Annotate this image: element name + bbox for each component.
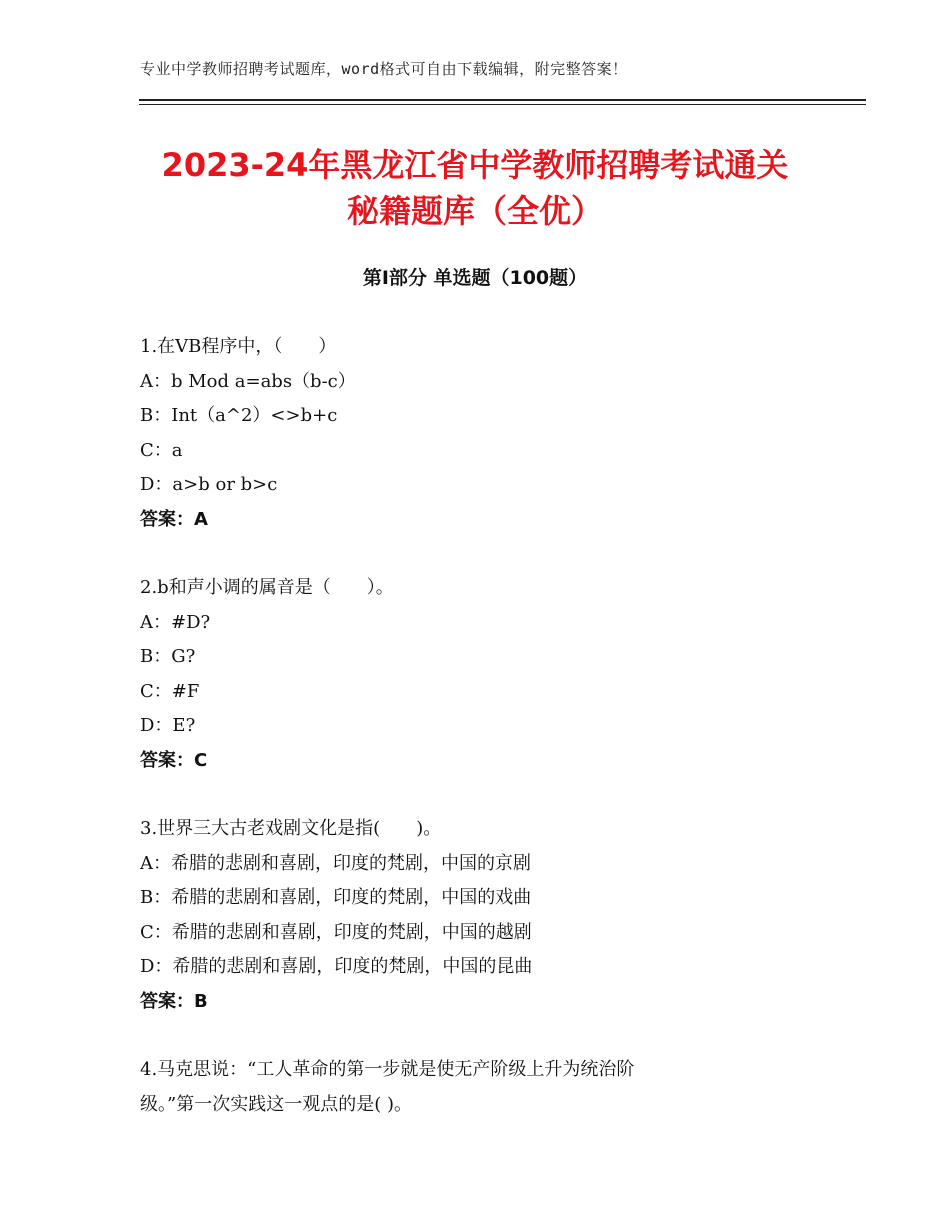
option-a: A：希腊的悲剧和喜剧，印度的梵剧，中国的京剧 (140, 852, 531, 874)
option-d: D：希腊的悲剧和喜剧，印度的梵剧，中国的昆曲 (140, 956, 533, 977)
question-stem-line-2: 级。”第一次实践这一观点的是( )。 (140, 1093, 412, 1115)
option-c: C：希腊的悲剧和喜剧，印度的梵剧，中国的越剧 (140, 921, 532, 943)
question-stem: 3.世界三大古老戏剧文化是指( )。 (140, 818, 442, 839)
title-line-1: 2023-24年黑龙江省中学教师招聘考试通关 (161, 146, 789, 184)
title-line-2: 秘籍题库（全优） (346, 192, 603, 230)
answer: 答案：C (140, 749, 208, 771)
option-b: B：G? (140, 646, 196, 667)
header-rule-thin (139, 104, 866, 105)
question-1 (140, 330, 840, 537)
question-stem-line-1: 4.马克思说：“工人革命的第一步就是使无产阶级上升为统治阶 (140, 1059, 635, 1080)
document-title (100, 142, 850, 234)
option-b: B：希腊的悲剧和喜剧，印度的梵剧，中国的戏曲 (140, 887, 532, 908)
option-d: D：E? (140, 715, 196, 736)
option-b: B：Int（a^2）<>b+c (140, 405, 338, 426)
option-d: D：a>b or b>c (140, 474, 278, 495)
question-3 (140, 812, 840, 1019)
option-c: C：a (140, 439, 183, 461)
question-stem: 1.在VB程序中，（ ） (140, 336, 337, 357)
option-c: C：#F (140, 680, 200, 702)
header-note: 专业中学教师招聘考试题库，word格式可自由下载编辑，附完整答案！ (140, 60, 628, 78)
section-title: 第Ⅰ部分 单选题（100题） (362, 267, 588, 289)
question-list (140, 330, 840, 1156)
option-a: A：b Mod a=abs（b-c） (140, 370, 356, 392)
question-4 (140, 1053, 840, 1122)
answer: 答案：B (140, 990, 208, 1012)
option-a: A：#D? (140, 611, 211, 633)
question-stem: 2.b和声小调的属音是（ ）。 (140, 577, 394, 598)
answer: 答案：A (140, 508, 208, 530)
header-rule-thick (139, 99, 866, 101)
question-2 (140, 571, 840, 778)
